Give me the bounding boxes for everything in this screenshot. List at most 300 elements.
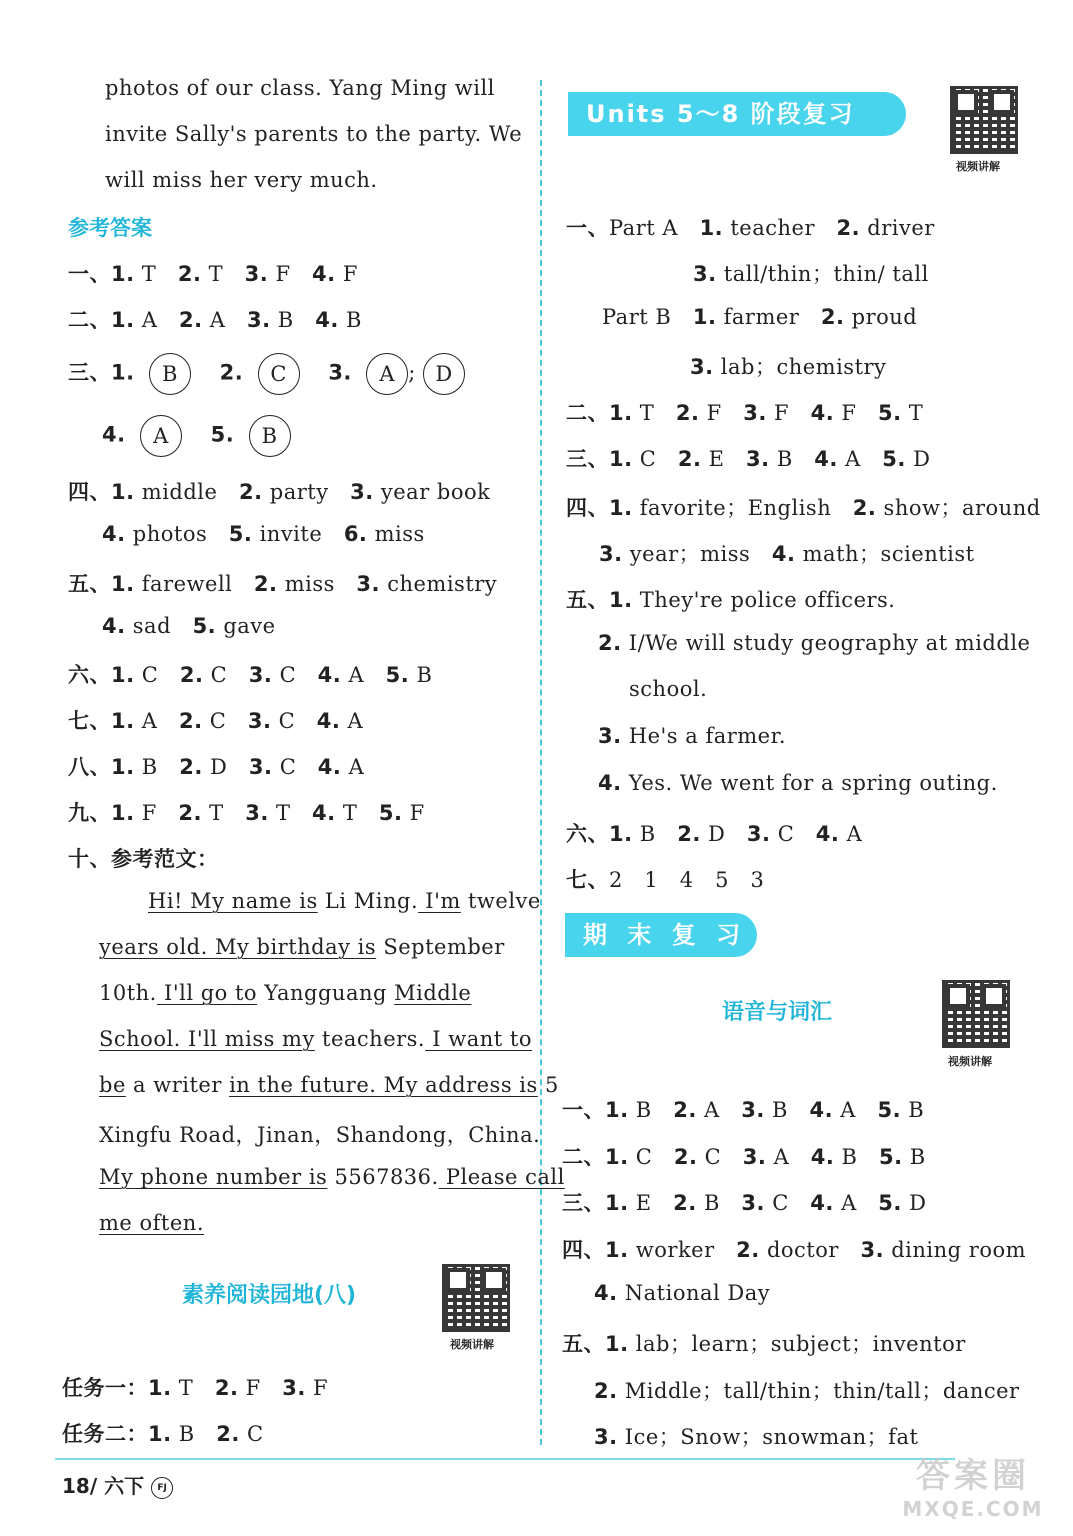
answer: middle — [141, 480, 218, 504]
circled-answer: C — [258, 353, 300, 395]
item-number: 5. — [210, 422, 235, 447]
answer: T — [342, 801, 358, 825]
answer: A — [841, 1191, 857, 1215]
answer-row — [68, 797, 425, 827]
section-label: 十、参考范文： — [68, 847, 219, 871]
item-number: 3. — [245, 801, 269, 825]
item-number: 1. — [111, 755, 135, 779]
answer-row — [68, 568, 497, 598]
answer: C — [210, 663, 228, 687]
answer: B — [277, 308, 294, 332]
item-number: 4. — [316, 709, 341, 733]
item-number: 2. — [677, 447, 702, 471]
item-number: 3. — [248, 755, 273, 779]
essay-fragment: 5 — [537, 1073, 559, 1097]
answer: T — [141, 262, 157, 286]
answer: F — [342, 262, 358, 286]
item-number: 4. — [317, 755, 342, 779]
answer-continuation: school. — [629, 677, 708, 701]
answer: year；miss — [629, 542, 751, 566]
item-number: 2. — [253, 572, 278, 596]
item-number: 2. — [178, 709, 203, 733]
essay-line: Xingfu Road，Jinan，Shandong，China. — [99, 1123, 541, 1147]
answer: F — [409, 801, 425, 825]
answer: miss — [284, 572, 335, 596]
item-number: 1. — [111, 308, 135, 332]
item-number: 3. — [693, 262, 717, 286]
answer-row — [566, 492, 1041, 522]
essay-fragment: My address is — [376, 1073, 538, 1097]
answer: A — [348, 663, 365, 687]
passage-line: will miss her very much. — [105, 168, 378, 192]
section-label: 五、 — [562, 1332, 605, 1356]
essay-line — [99, 935, 505, 959]
answer: F — [141, 801, 157, 825]
answer: show；around — [883, 496, 1041, 520]
answer: party — [269, 480, 329, 504]
section-label: 六、 — [68, 663, 111, 687]
task-row — [62, 1418, 264, 1448]
item-number: 2. — [673, 1098, 697, 1122]
section-label: 一、 — [566, 216, 609, 240]
answer: tall/thin；thin/ tall — [723, 262, 929, 286]
item-number: 2. — [177, 262, 202, 286]
circled-answer: A — [140, 415, 182, 457]
section-label: 五、 — [566, 588, 609, 612]
essay-line — [99, 1211, 204, 1235]
qr-caption: 视频讲解 — [956, 160, 1000, 173]
item-number: 3. — [247, 709, 272, 733]
answer: worker — [635, 1238, 715, 1262]
item-number: 1. — [111, 480, 135, 504]
answer-sequence: 2 1 4 5 3 — [609, 868, 765, 892]
essay-fragment: Middle — [394, 981, 472, 1005]
answer: B — [635, 1098, 652, 1122]
answer: T — [178, 1376, 194, 1400]
item-number: 2. — [852, 496, 877, 520]
part-label: Part B — [602, 305, 672, 329]
circled-answer: D — [423, 353, 465, 395]
item-number: 4. — [809, 1098, 834, 1122]
answer-row — [693, 258, 929, 288]
qr-code-icon[interactable] — [942, 980, 1010, 1048]
item-number: 5. — [877, 1098, 902, 1122]
answer-row — [566, 212, 935, 242]
essay-fragment: I'm — [418, 889, 461, 913]
answer-row — [562, 1094, 924, 1124]
answer: D — [210, 755, 228, 779]
answer-row — [566, 397, 923, 427]
task-row — [62, 1372, 328, 1402]
section-label: 二、 — [562, 1145, 605, 1169]
item-number: 1. — [148, 1422, 172, 1446]
footer-line — [55, 1458, 955, 1460]
item-number: 3. — [328, 360, 352, 385]
answer: D — [708, 822, 726, 846]
essay-fragment: I'll go to — [156, 981, 258, 1005]
answer: B — [703, 1191, 720, 1215]
section-label: 四、 — [68, 480, 111, 504]
answer-row — [594, 1421, 918, 1451]
answer: T — [208, 262, 224, 286]
final-review-banner: 期 末 复 习 — [565, 913, 757, 957]
watermark-url: MXQE.COM — [902, 1497, 1044, 1521]
answer: farewell — [141, 572, 233, 596]
item-number: 3. — [599, 542, 623, 566]
answer: year book — [380, 480, 491, 504]
answer-row — [594, 1281, 770, 1305]
part-label: Part A — [609, 216, 679, 240]
essay-line — [99, 1027, 532, 1051]
answer: B — [909, 1145, 926, 1169]
item-number: 3. — [746, 447, 770, 471]
answer: D — [909, 1191, 927, 1215]
item-number: 5. — [882, 447, 906, 471]
answer: T — [908, 401, 924, 425]
item-number: 1. — [609, 588, 633, 612]
answer-row — [102, 415, 291, 457]
answer: F — [706, 401, 722, 425]
answer: proud — [851, 305, 918, 329]
item-number: 4. — [317, 663, 342, 687]
watermark — [883, 1448, 1063, 1528]
essay-fragment: in the future. — [229, 1073, 377, 1097]
answer: B — [639, 822, 656, 846]
answers-heading: 参考答案 — [68, 216, 152, 240]
answer: invite — [259, 522, 323, 546]
circled-answer: B — [149, 353, 191, 395]
answer: C — [141, 663, 159, 687]
answer: Ice；Snow；snowman；fat — [624, 1425, 919, 1449]
essay-line — [99, 1165, 565, 1189]
item-number: 1. — [609, 447, 633, 471]
section-label: 九、 — [68, 801, 111, 825]
answer-row — [598, 724, 786, 748]
item-number: 1. — [605, 1191, 629, 1215]
answer-row — [68, 476, 490, 506]
item-number: 3. — [594, 1425, 618, 1449]
item-number: 4. — [594, 1281, 618, 1305]
answer: C — [635, 1145, 653, 1169]
item-number: 6. — [343, 522, 368, 546]
answer-row — [68, 705, 363, 735]
essay-fragment: 10th. — [99, 981, 157, 1005]
answer-row — [598, 631, 1030, 655]
item-number: 1. — [111, 262, 135, 286]
section-label: 一、 — [68, 262, 111, 286]
answer: C — [279, 663, 297, 687]
item-number: 3. — [350, 480, 374, 504]
answer-row — [594, 1375, 1020, 1405]
item-number: 4. — [598, 771, 622, 795]
units-review-banner: Units 5～8 阶段复习 — [568, 92, 906, 136]
item-number: 2. — [178, 308, 203, 332]
item-number: 1. — [605, 1332, 629, 1356]
answer: driver — [867, 216, 935, 240]
section-label: 七、 — [68, 709, 111, 733]
item-number: 1. — [111, 663, 135, 687]
essay-fragment: Hi! My name is — [148, 889, 318, 913]
item-number: 2. — [673, 1145, 698, 1169]
item-number: 4. — [810, 401, 835, 425]
qr-caption: 视频讲解 — [948, 1055, 992, 1068]
watermark-logo-text: 答案圈 — [916, 1456, 1030, 1496]
item-number: 5. — [378, 801, 403, 825]
essay-fragment: Please call — [438, 1165, 565, 1189]
item-number: 2. — [675, 401, 700, 425]
answer: A — [348, 755, 365, 779]
answer: F — [313, 1376, 329, 1400]
section-label: 四、 — [562, 1238, 605, 1262]
item-number: 2. — [214, 1376, 239, 1400]
section-label: 三、 — [562, 1191, 605, 1215]
essay-fragment: twelve — [460, 889, 541, 913]
answer: sad — [132, 614, 172, 638]
item-number: 4. — [810, 1145, 835, 1169]
answer: Middle；tall/thin；thin/tall；dancer — [624, 1379, 1020, 1403]
answer: B — [841, 1145, 858, 1169]
answer: B — [141, 755, 158, 779]
item-number: 4. — [312, 801, 336, 825]
item-number: 4. — [771, 542, 796, 566]
answer: gave — [223, 614, 276, 638]
page-footer — [62, 1470, 173, 1499]
answer-row — [562, 1328, 966, 1358]
item-number: 2. — [677, 822, 701, 846]
section-label: 三、 — [68, 360, 111, 385]
section-label: 五、 — [68, 572, 111, 596]
item-number: 1. — [605, 1098, 629, 1122]
item-number: 2. — [736, 1238, 760, 1262]
answer-row — [566, 818, 862, 848]
answer: Yes. We went for a spring outing. — [628, 771, 998, 795]
item-number: 4. — [815, 822, 840, 846]
answer: C — [777, 822, 795, 846]
answer: lab；learn；subject；inventor — [635, 1332, 966, 1356]
item-number: 2. — [216, 1422, 240, 1446]
item-number: 5. — [878, 401, 902, 425]
item-number: 3. — [356, 572, 381, 596]
answer: B — [416, 663, 433, 687]
item-number: 1. — [148, 1376, 172, 1400]
answer: A — [141, 709, 158, 733]
item-number: 3. — [598, 724, 622, 748]
answer-row — [566, 584, 896, 614]
answer: He's a farmer. — [628, 724, 787, 748]
item-number: 3. — [741, 1098, 765, 1122]
edition-badge: FJ — [151, 1477, 173, 1499]
item-number: 2. — [836, 216, 861, 240]
answer: A — [704, 1098, 720, 1122]
section-label: 三、 — [566, 447, 609, 471]
task-label: 任务一： — [62, 1376, 148, 1400]
item-number: 2. — [820, 305, 845, 329]
section-label: 四、 — [566, 496, 609, 520]
answer: A — [209, 308, 226, 332]
item-number: 1. — [111, 709, 135, 733]
answer: A — [846, 822, 863, 846]
section-label: 七、 — [566, 868, 609, 892]
item-number: 4. — [102, 522, 126, 546]
answer: A — [845, 447, 861, 471]
circled-answer: A — [366, 353, 408, 395]
answer: chemistry — [387, 572, 498, 596]
answer: F — [841, 401, 857, 425]
essay-fragment: School. I'll miss my — [99, 1027, 315, 1051]
answer: B — [178, 1422, 195, 1446]
answer-row — [68, 751, 364, 781]
answer-row — [562, 1187, 926, 1217]
item-number: 1. — [609, 822, 633, 846]
answer: F — [275, 262, 291, 286]
essay-fragment: September — [376, 935, 505, 959]
answer: C — [704, 1145, 722, 1169]
answer: C — [639, 447, 657, 471]
answer: A — [840, 1098, 856, 1122]
answer: National Day — [624, 1281, 771, 1305]
page-number: 18 — [62, 1474, 90, 1498]
item-number: 5. — [879, 1145, 903, 1169]
answer: A — [347, 709, 364, 733]
essay-fragment: Yangguang — [257, 981, 395, 1005]
separator: ; — [408, 360, 416, 385]
reading-heading: 素养阅读园地(八) — [182, 1283, 357, 1308]
grade-label: 六下 — [104, 1474, 145, 1498]
item-number: 3. — [246, 308, 271, 332]
column-divider — [540, 80, 542, 1445]
answer: T — [639, 401, 655, 425]
item-number: 3. — [690, 355, 714, 379]
essay-fragment: 5567836. — [327, 1165, 439, 1189]
answer: photos — [132, 522, 208, 546]
answer: B — [346, 308, 362, 332]
item-number: 1. — [605, 1145, 629, 1169]
item-number: 3. — [248, 663, 273, 687]
answer: T — [209, 801, 224, 825]
answer: They're police officers. — [639, 588, 896, 612]
answer: F — [774, 401, 790, 425]
essay-line — [99, 981, 471, 1005]
section-label: 六、 — [566, 822, 609, 846]
item-number: 1. — [111, 801, 135, 825]
answer-row — [599, 538, 975, 568]
item-number: 4. — [312, 262, 336, 286]
essay-fragment: a writer — [125, 1073, 230, 1097]
item-number: 2. — [673, 1191, 697, 1215]
item-number: 1. — [111, 360, 135, 385]
item-number: 3. — [743, 401, 767, 425]
answer: A — [773, 1145, 790, 1169]
answer: B — [908, 1098, 925, 1122]
circled-answer: B — [249, 415, 291, 457]
answer: C — [279, 755, 297, 779]
passage-line: photos of our class. Yang Ming will — [105, 76, 495, 100]
item-number: 3. — [741, 1191, 765, 1215]
task-label: 任务二： — [62, 1422, 148, 1446]
item-number: 4. — [102, 422, 126, 447]
answer: miss — [374, 522, 425, 546]
item-number: 1. — [699, 216, 724, 240]
item-number: 2. — [178, 801, 202, 825]
essay-fragment: years old. My birthday is — [99, 935, 377, 959]
qr-code-icon[interactable] — [442, 1264, 510, 1332]
item-number: 3. — [244, 262, 269, 286]
answer-row — [598, 771, 998, 795]
passage-line: invite Sally's parents to the party. We — [105, 122, 523, 146]
answer: E — [708, 447, 725, 471]
essay-fragment: Li Ming. — [317, 889, 419, 913]
answer: C — [247, 1422, 264, 1446]
item-number: 5. — [228, 522, 253, 546]
answer: A — [141, 308, 158, 332]
essay-fragment: me often. — [99, 1211, 204, 1235]
item-number: 3. — [860, 1238, 885, 1262]
item-number: 5. — [385, 663, 410, 687]
item-number: 2. — [219, 360, 244, 385]
item-number: 1. — [111, 572, 135, 596]
answer: I/We will study geography at middle — [628, 631, 1031, 655]
answer: D — [913, 447, 931, 471]
separator: / — [89, 1474, 98, 1498]
answer-row — [602, 305, 917, 329]
item-number: 4. — [315, 308, 339, 332]
answer: doctor — [766, 1238, 839, 1262]
item-number: 2. — [179, 755, 203, 779]
answer: math；scientist — [802, 542, 975, 566]
item-number: 2. — [238, 480, 263, 504]
sub-heading: 语音与词汇 — [722, 1000, 833, 1025]
essay-line — [99, 1073, 559, 1097]
item-number: 2. — [594, 1379, 618, 1403]
answer-row — [562, 1141, 926, 1171]
item-number: 3. — [746, 822, 771, 846]
item-number: 3. — [282, 1376, 306, 1400]
item-number: 3. — [742, 1145, 767, 1169]
answer-row — [562, 1234, 1026, 1264]
section-label: 八、 — [68, 755, 111, 779]
answer: dining room — [891, 1238, 1027, 1262]
item-number: 4. — [814, 447, 838, 471]
section-label: 一、 — [562, 1098, 605, 1122]
answer: favorite；English — [639, 496, 832, 520]
answer: B — [776, 447, 793, 471]
item-number: 2. — [179, 663, 204, 687]
answer-row — [566, 443, 930, 473]
answer: C — [278, 709, 296, 733]
qr-caption: 视频讲解 — [450, 1338, 494, 1351]
essay-line — [148, 889, 541, 913]
item-number: 5. — [878, 1191, 902, 1215]
item-number: 1. — [609, 401, 633, 425]
essay-fragment: be — [99, 1073, 126, 1097]
answer-row — [68, 659, 432, 689]
answer-row — [68, 353, 465, 395]
answer-row — [102, 614, 276, 638]
item-number: 4. — [810, 1191, 834, 1215]
answer: F — [245, 1376, 261, 1400]
item-number: 2. — [598, 631, 622, 655]
answer: C — [209, 709, 227, 733]
qr-code-icon[interactable] — [950, 86, 1018, 154]
section-label: 二、 — [68, 308, 111, 332]
essay-fragment: I want to — [425, 1027, 532, 1051]
answer-row — [68, 258, 358, 288]
item-number: 1. — [692, 305, 717, 329]
item-number: 1. — [605, 1238, 629, 1262]
answer: B — [772, 1098, 788, 1122]
answer: C — [772, 1191, 789, 1215]
answer: farmer — [723, 305, 800, 329]
